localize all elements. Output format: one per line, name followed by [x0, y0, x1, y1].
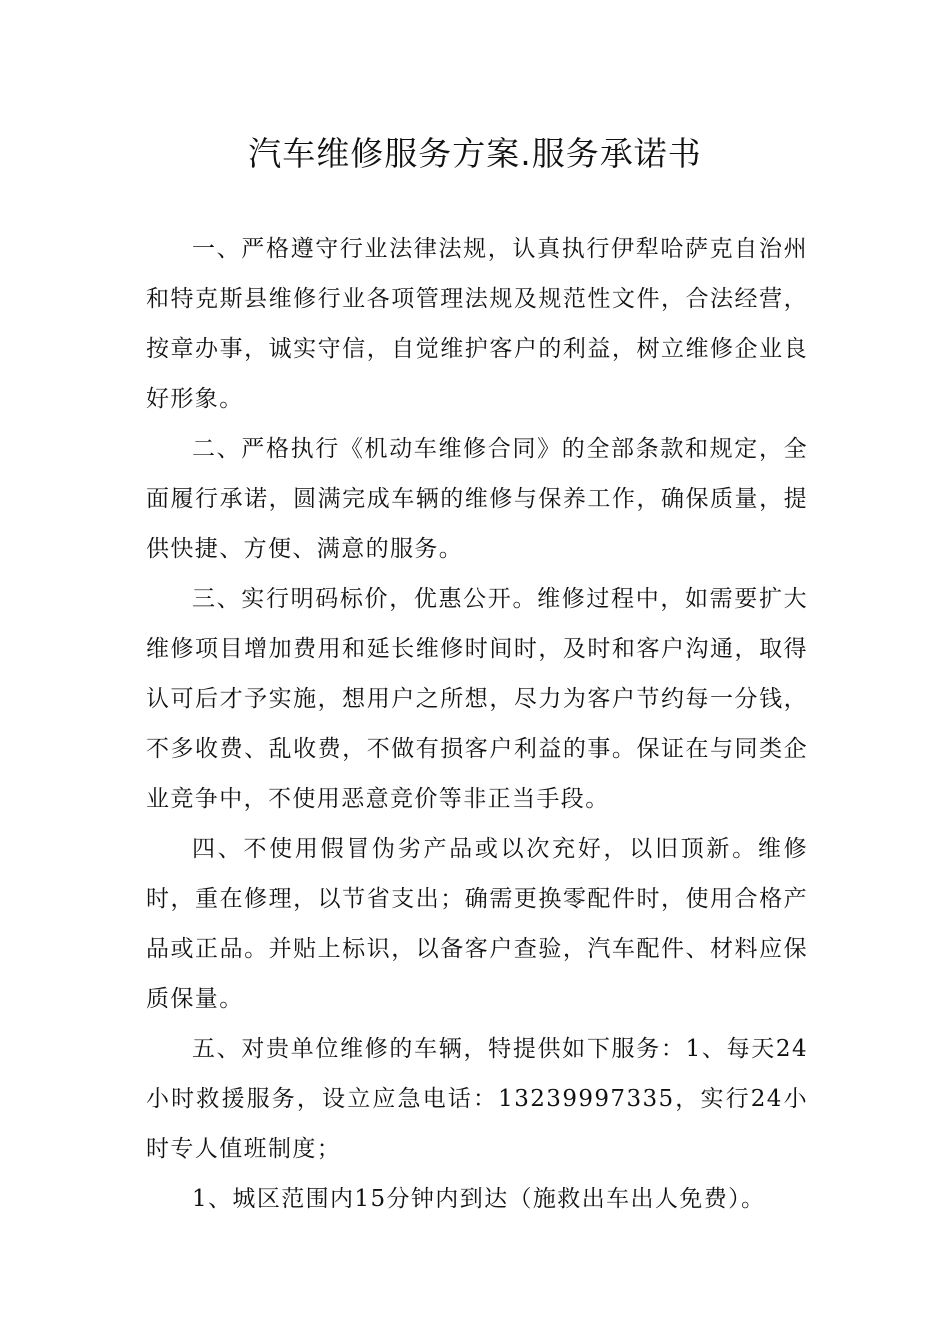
paragraph-2: 二、严格执行《机动车维修合同》的全部条款和规定，全面履行承诺，圆满完成车辆的维修与保养工作，确保质量，提供快捷、方便、满意的服务。	[146, 436, 808, 562]
document-body	[146, 224, 808, 1224]
paragraph-1: 一、严格遵守行业法律法规，认真执行伊犁哈萨克自治州和特克斯县维修行业各项管理法规及规范性文件，合法经营，按章办事，诚实守信，自觉维护客户的利益，树立维修企业良好形象。	[146, 236, 808, 412]
paragraph-6: 1、城区范围内15分钟内到达（施救出车出人免费）。	[192, 1186, 766, 1212]
paragraph-4: 四、不使用假冒伪劣产品或以次充好，以旧顶新。维修时，重在修理，以节省支出；确需更换零配件时，使用合格产品或正品。并贴上标识，以备客户查验，汽车配件、材料应保质保量。	[146, 836, 808, 1012]
document-title: 汽车维修服务方案.服务承诺书	[248, 134, 702, 173]
paragraph-3: 三、实行明码标价，优惠公开。维修过程中，如需要扩大维修项目增加费用和延长维修时间时，及时和客户沟通，取得认可后才予实施，想用户之所想，尽力为客户节约每一分钱，不多收费、乱收费，不做有损客户利益的事。保证在与同类企业竞争中，不使用恶意竞价等非正当手段。	[146, 586, 808, 812]
paragraph-5: 五、对贵单位维修的车辆，特提供如下服务：1、每天24小时救援服务，设立应急电话：13239997335，实行24小时专人值班制度；	[146, 1036, 808, 1162]
